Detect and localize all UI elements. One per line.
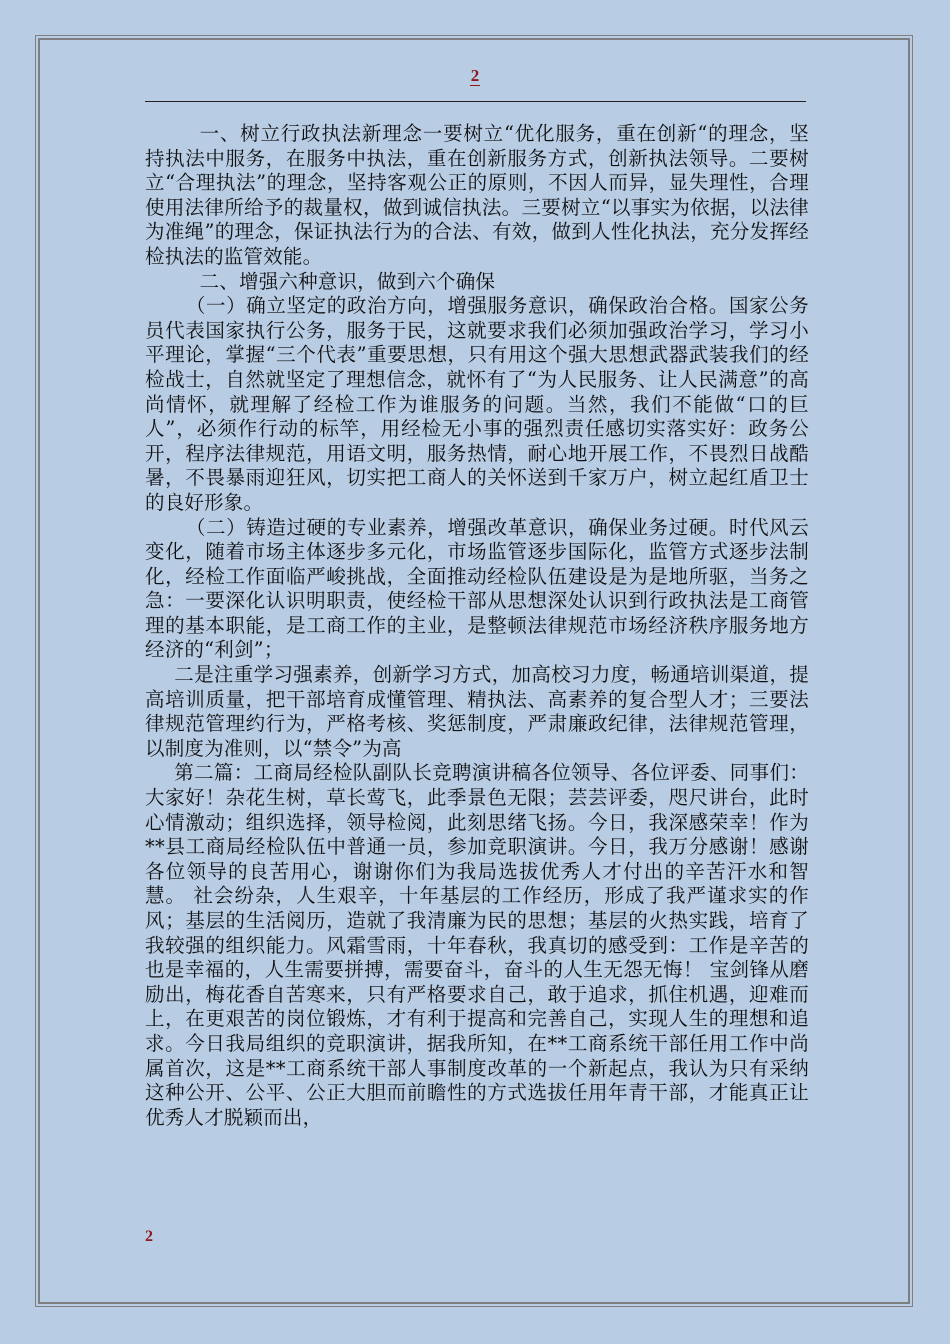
paragraph-concept: 一、树立行政执法新理念一要树立“优化服务，重在创新“的理念，坚持执法中服务，在服务中执法，重在创新服务方式，创新执法领导。二要树立“合理执法”的理念，坚持客观公正的原则，不因人而异，显失理性，合理使用法律所给予的裁量权，做到诚信执法。三要树立“以事实为依据，以法律为准绳”的理念，保证执法行为的合法、有效，做到人性化执法，充分发挥经检执法的监管效能。 — [145, 122, 809, 268]
header-page-number — [0, 66, 950, 86]
paragraph-professional-quality: （二）铸造过硬的专业素养，增强改革意识，确保业务过硬。时代风云变化，随着市场主体逐步多元化，市场监管逐步国际化，监管方式逐步法制化，经检工作面临严峻挑战，全面推动经检队伍建设是为是地所驱，当务之急：一要深化认识明职责，使经检干部从思想深处认识到行政执法是工商管理的基本职能，是工商工作的主业，是整顿法律规范市场经济秩序服务地方经济的“利剑”； — [145, 515, 809, 662]
paragraph-second-article: 第二篇：工商局经检队副队长竞聘演讲稿各位领导、各位评委、同事们：大家好！杂花生树，草长莺飞，此季景色无限；芸芸评委，咫尺讲台，此时心情激动；组织选择，领导检阅，此刻思绪飞扬。今日，我深感荣幸！作为**县工商局经检队伍中普通一员，参加竞职演讲。今日，我万分感谢！感谢各位领导的良苦用心，谢谢你们为我局选拔优秀人才付出的辛苦汗水和智慧。 社会纷杂，人生艰辛，十年基层的工作经历，形成了我严谨求实的作风；基层的生活阅历，造就了我清廉为民的思想；基层的火热实践，培育了我较强的组织能力。风霜雪雨，十年春秋，我真切的感受到：工作是辛苦的也是幸福的，人生需要拼搏，需要奋斗，奋斗的人生无怨无悔！ 宝剑锋从磨励出，梅花香自苦寒来，只有严格要求自己，敢于追求，抓住机遇，迎难而上，在更艰苦的岗位锻炼，才有利于提高和完善自己，实现人生的理想和追求。今日我局组织的竞职演讲，据我所知，在**工商系统干部任用工作中尚属首次，这是**工商系统干部人事制度改革的一个新起点，我认为只有采纳这种公开、公平、公正大胆而前瞻性的方式选拔任用年青干部，才能真正让优秀人才脱颖而出， — [145, 761, 809, 1129]
header-divider — [145, 101, 806, 102]
paragraph-political-direction: （一）确立坚定的政治方向，增强服务意识，确保政治合格。国家公务员代表国家执行公务，服务于民，这就要求我们必须加强政治学习，学习小平理论，掌握“三个代表”重要思想，只有用这个强大思想武器武装我们的经检战士，自然就坚定了理想信念，就怀有了“为人民服务、让人民满意”的高尚情怀，就理解了经检工作为谁服务的问题。当然，我们不能做“口的巨人”，必须作行动的标竿，用经检无小事的强烈责任感切实落实好：政务公开，程序法律规范，用语文明，服务热情，耐心地开展工作，不畏烈日战酷暑，不畏暴雨迎狂风，切实把工商人的关怀送到千家万户，树立起红盾卫士的良好形象。 — [145, 294, 809, 514]
document-body — [145, 122, 809, 1130]
section-heading-six-awareness: 二、增强六种意识，做到六个确保 — [199, 269, 496, 293]
paragraph-learning: 二是注重学习强素养，创新学习方式，加高校习力度，畅通培训渠道，提高培训质量，把干部培育成懂管理、精执法、高素养的复合型人才；三要法律规范管理约行为，严格考核、奖惩制度，严肃廉政纪律，法律规范管理，以制度为准则，以“禁令”为高 — [145, 663, 809, 760]
footer-page-number: 2 — [145, 1228, 153, 1245]
header-page-number-text: 2 — [470, 66, 480, 85]
